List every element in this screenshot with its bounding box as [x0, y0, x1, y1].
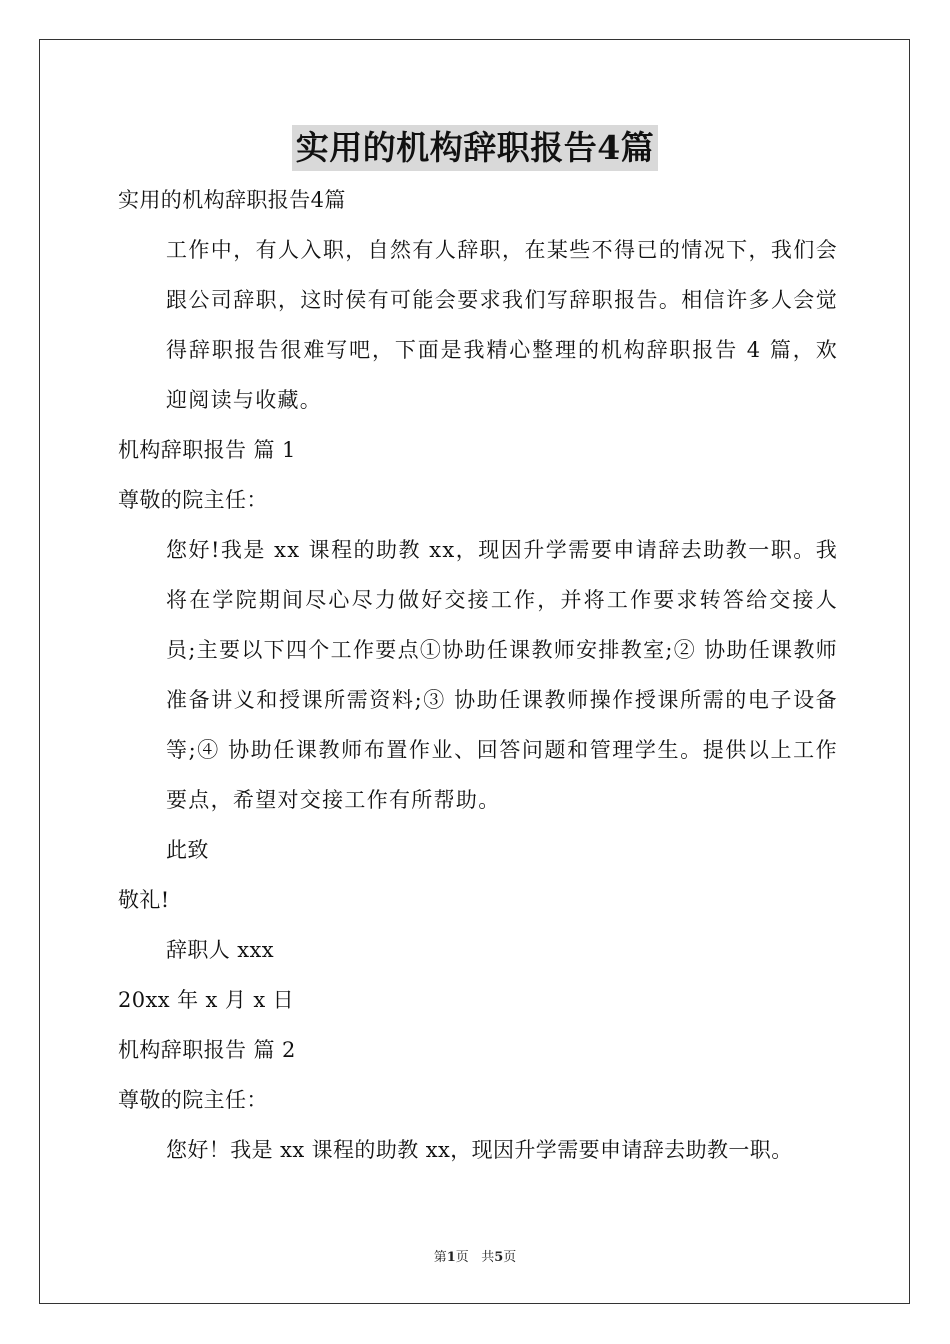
footer-prefix: 第 — [433, 1250, 447, 1265]
section2-body-start: 您好！我是 xx 课程的助教 xx，现因升学需要申请辞去助教一职。 — [166, 1138, 793, 1162]
section1-salutation: 尊敬的院主任： — [118, 488, 268, 512]
footer-suffix: 页 — [503, 1250, 517, 1265]
intro-paragraph: 工作中，有人入职，自然有人辞职，在某些不得已的情况下，我们会跟公司辞职，这时侯有可能会要求我们写辞职报告。相信许多人会觉得辞职报告很难写吧，下面是我精心整理的机构辞职报告 4 篇，欢迎阅读与收藏。 — [166, 238, 838, 412]
footer-current-page: 1 — [446, 1250, 456, 1265]
document-body — [118, 175, 838, 1175]
page-footer — [0, 1246, 950, 1265]
section1-closing-1: 此致 — [166, 838, 209, 862]
section1-date: 20xx 年 x 月 x 日 — [118, 988, 295, 1012]
footer-mid: 页 共 — [455, 1250, 495, 1265]
section2-heading: 机构辞职报告 篇 2 — [118, 1038, 296, 1062]
footer-total-pages: 5 — [494, 1250, 504, 1265]
section1-body: 您好!我是 xx 课程的助教 xx，现因升学需要申请辞去助教一职。我将在学院期间尽心尽力做好交接工作，并将工作要求转答给交接人员;主要以下四个工作要点①协助任课教师安排教室;② 协助任课教师准备讲义和授课所需资料;③ 协助任课教师操作授课所需的电子设备等;④ 协助任课教师布置作业、回答问题和管理学生。提供以上工作要点，希望对交接工作有所帮助。 — [166, 538, 838, 812]
section2-salutation: 尊敬的院主任： — [118, 1088, 268, 1112]
document-title: 实用的机构辞职报告4篇 — [292, 125, 658, 171]
title-wrap — [0, 125, 950, 171]
document-subtitle: 实用的机构辞职报告4篇 — [118, 188, 346, 212]
section1-closing-2: 敬礼! — [118, 888, 170, 912]
section1-heading: 机构辞职报告 篇 1 — [118, 438, 296, 462]
section1-signature: 辞职人 xxx — [166, 938, 275, 962]
